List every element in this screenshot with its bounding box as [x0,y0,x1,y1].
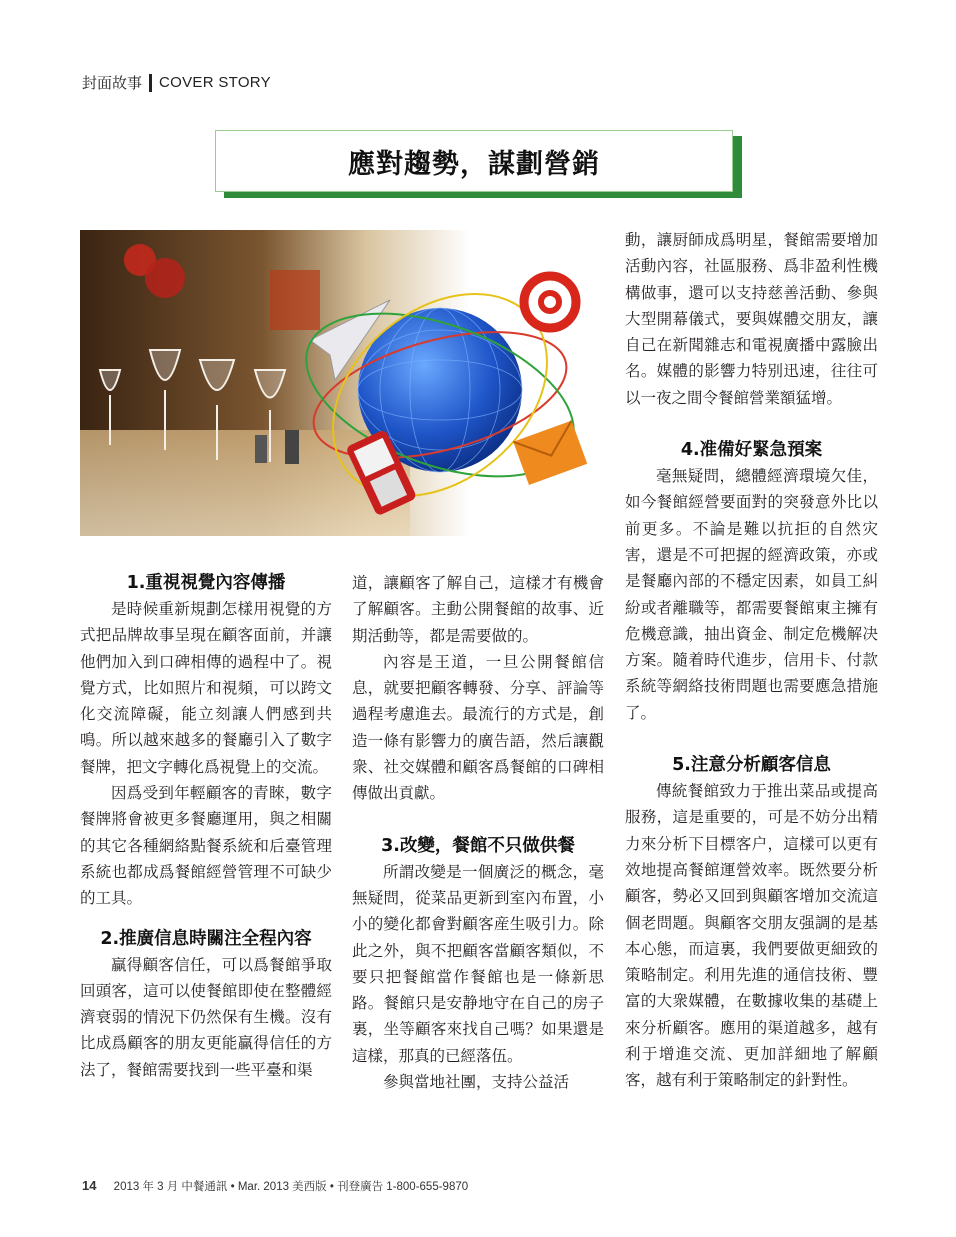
article-photo [80,230,600,536]
subheading-3: 3.改變，餐館不只做供餐 [381,835,575,856]
footer-text: 2013 年 3 月 中餐通訊 • Mar. 2013 美西版 • 刊登廣告 1-800-655-9870 [113,1181,469,1193]
subheading-2: 2.推廣信息時關注全程內容 [100,928,312,949]
title-box [215,130,733,192]
paragraph: 所謂改變是一個廣泛的概念，毫無疑問，從菜品更新到室內布置，小小的變化都會對顧客産生吸引力。除此之外，與不把顧客當顧客類似，不要只把餐館當作餐館也是一條新思路。餐館只是安静地守在自己的房子裏，坐等顧客來找自己嗎？如果還是這樣，那真的已經落伍。 [352,862,604,1065]
column-1 [80,570,332,1083]
subheading-1: 1.重視視覺內容傳播 [126,573,286,593]
restaurant-globe-illustration [80,230,600,536]
column-2 [352,570,604,1095]
subheading-4: 4.准備好緊急預案 [680,440,823,461]
subheading-5: 5.注意分析顧客信息 [672,755,831,776]
paragraph: 因爲受到年輕顧客的青睞，數字餐牌將會被更多餐廳運用，與之相關的其它各種網絡點餐系統和后臺管理系統也都成爲餐館經營管理不可缺少的工具。 [80,784,332,908]
page-number: 14 [82,1178,97,1193]
paragraph: 是時候重新規劃怎樣用視覺的方式把品牌故事呈現在顧客面前，并讓他們加入到口碑相傳的過程中了。視覺方式，比如照片和視頻，可以跨文化交流障礙，能立刻讓人們感到共鳴。所以越來越多的餐廳引入了數字餐牌，把文字轉化爲視覺上的交流。 [80,600,332,776]
paragraph: 參與當地社團，支持公益活 [383,1073,570,1092]
paragraph: 道，讓顧客了解自己，這樣才有機會了解顧客。主動公開餐館的故事、近期活動等，都是需要做的。 [352,574,604,645]
paragraph: 贏得顧客信任，可以爲餐館爭取回頭客，這可以使餐館即使在整體經濟衰弱的情況下仍然保有生機。沒有比成爲顧客的朋友更能贏得信任的方法了，餐館需要找到一些平臺和渠 [80,955,332,1079]
paragraph: 動，讓厨師成爲明星，餐館需要增加活動內容，社區服務、爲非盈利性機構做事，還可以支持慈善活動、參與大型開幕儀式，要與媒體交朋友，讓自己在新聞雜志和電視廣播中露臉出名。媒體的影響力特别迅速，往往可以一夜之間令餐館營業額猛增。 [625,231,878,407]
paragraph: 傳統餐館致力于推出菜品或提高服務，這是重要的，可是不妨分出精力來分析下目標客户，這樣可以更有效地提高餐館運營效率。既然要分析顧客，勢必又回到與顧客增加交流這個老問題。與顧客交朋友强調的是基本心態，而這裏，我們要做更細致的策略制定。利用先進的通信技術、豐富的大衆媒體，在數據收集的基礎上來分析顧客。應用的渠道越多，越有利于增進交流、更加詳細地了解顧客，越有利于策略制定的針對性。 [625,782,878,1090]
section-label-cn: 封面故事 [82,74,143,92]
article-title: 應對趨勢，謀劃營銷 [348,148,600,180]
page-footer [82,1178,468,1194]
paragraph: 毫無疑問，總體經濟環境欠佳，如今餐館經營要面對的突發意外比以前更多。不論是難以抗拒的自然灾害，還是不可把握的經濟政策，亦或是餐廳內部的不穩定因素，如員工糾紛或者離職等，都需要餐館東主擁有危機意識，抽出資金、制定危機解决方案。隨着時代進步，信用卡、付款系統等網絡技術問題也需要應急措施了。 [625,467,878,722]
section-divider [149,74,152,92]
column-3 [625,227,878,1094]
section-header [82,72,271,93]
paragraph: 內容是王道，一旦公開餐館信息，就要把顧客轉發、分享、評論等過程考慮進去。最流行的方式是，創造一條有影響力的廣告語，然后讓觀衆、社交媒體和顧客爲餐館的口碑相傳做出貢獻。 [352,652,604,803]
section-label-en: COVER STORY [159,74,271,91]
